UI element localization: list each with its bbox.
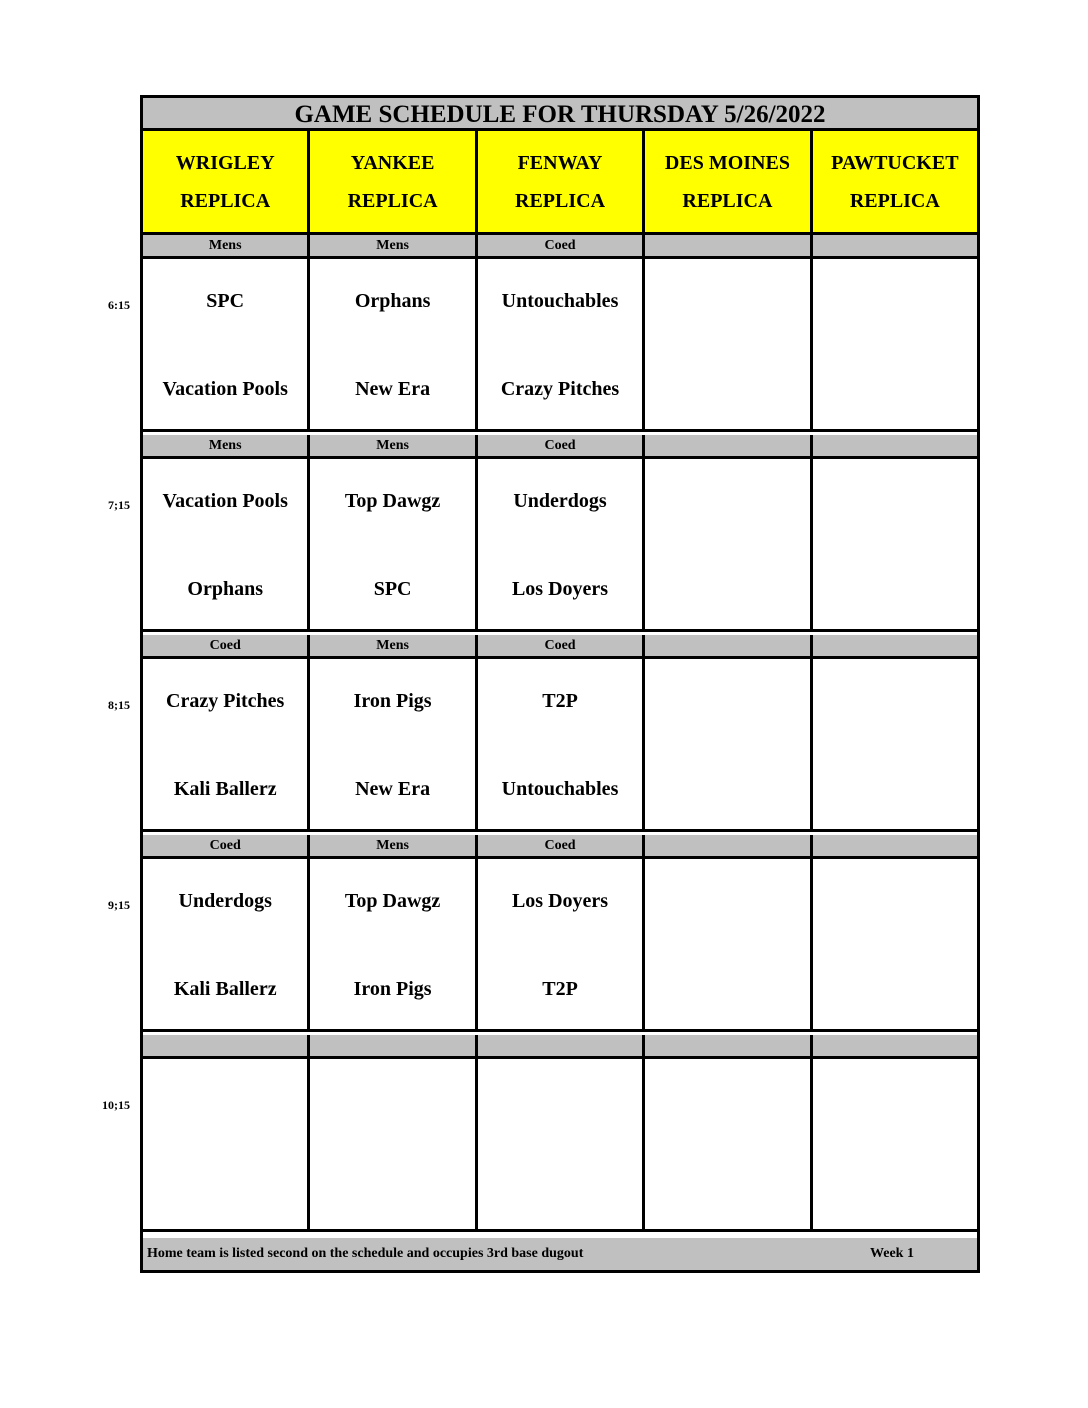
home-team: Los Doyers (511, 578, 609, 600)
division-label: Mens (143, 435, 310, 456)
division-label: Mens (310, 435, 477, 456)
field-subtitle: REPLICA (849, 189, 940, 212)
away-team: Top Dawgz (344, 490, 441, 512)
division-label (813, 235, 977, 256)
division-label (645, 635, 812, 656)
game-row (143, 659, 977, 832)
away-team: Underdogs (513, 490, 607, 512)
time-slot-block (143, 235, 977, 432)
game-cell (645, 659, 812, 829)
game-cell (645, 859, 812, 1029)
division-label: Coed (478, 835, 645, 856)
game-cell (143, 1059, 310, 1229)
field-header-yankee (310, 131, 477, 232)
away-team: Iron Pigs (353, 690, 432, 712)
home-team: T2P (542, 978, 578, 1000)
game-cell (478, 859, 645, 1029)
field-name: FENWAY (517, 151, 603, 174)
time-slot-block (143, 435, 977, 632)
game-cell (645, 459, 812, 629)
game-cell (143, 659, 310, 829)
home-team: Iron Pigs (353, 978, 432, 1000)
game-cell (813, 659, 977, 829)
game-cell (645, 1059, 812, 1229)
division-row (143, 435, 977, 459)
away-team: Orphans (354, 290, 431, 312)
division-label (645, 235, 812, 256)
time-slot-block (143, 1035, 977, 1232)
field-name: WRIGLEY (175, 151, 275, 174)
game-cell (478, 1059, 645, 1229)
game-cell (310, 1059, 477, 1229)
division-label (143, 1035, 310, 1056)
field-name: PAWTUCKET (831, 151, 959, 174)
division-label (478, 1035, 645, 1056)
away-team: Los Doyers (511, 890, 609, 912)
game-cell (143, 259, 310, 429)
game-cell (478, 459, 645, 629)
time-slot-block (143, 635, 977, 832)
division-label: Mens (310, 835, 477, 856)
division-label (813, 635, 977, 656)
division-label: Mens (310, 635, 477, 656)
away-team: SPC (206, 290, 245, 312)
home-team: Crazy Pitches (500, 378, 620, 400)
game-cell (813, 259, 977, 429)
field-header-des-moines (645, 131, 812, 232)
game-cell (478, 659, 645, 829)
home-team: Orphans (187, 578, 263, 600)
page-title: GAME SCHEDULE FOR THURSDAY 5/26/2022 (143, 98, 977, 131)
game-cell (813, 459, 977, 629)
division-label (813, 835, 977, 856)
time-label: 10;15 (102, 1098, 130, 1112)
time-slot-block (143, 835, 977, 1032)
home-team: Kali Ballerz (173, 778, 277, 800)
home-team: New Era (355, 378, 431, 400)
home-team: New Era (355, 778, 431, 800)
game-cell (143, 459, 310, 629)
away-team: Vacation Pools (162, 490, 288, 512)
week-label: Week 1 (870, 1246, 914, 1261)
game-row (143, 459, 977, 632)
game-row (143, 1059, 977, 1232)
division-label: Coed (478, 635, 645, 656)
time-label: 9;15 (108, 898, 130, 912)
time-label: 6:15 (108, 298, 130, 312)
home-team: Kali Ballerz (173, 978, 277, 1000)
field-subtitle: REPLICA (515, 189, 606, 212)
division-label (645, 435, 812, 456)
game-row (143, 859, 977, 1032)
home-team: SPC (373, 578, 412, 600)
division-row (143, 635, 977, 659)
home-team: Vacation Pools (162, 378, 288, 400)
time-label: 8;15 (108, 698, 130, 712)
division-label (645, 1035, 812, 1056)
division-label: Coed (478, 235, 645, 256)
field-name: YANKEE (350, 151, 435, 174)
field-header-pawtucket (813, 131, 977, 232)
game-cell (310, 659, 477, 829)
away-team: Top Dawgz (344, 890, 441, 912)
division-label: Coed (478, 435, 645, 456)
division-label: Coed (143, 835, 310, 856)
division-row (143, 235, 977, 259)
field-name: DES MOINES (664, 151, 790, 174)
game-cell (813, 1059, 977, 1229)
division-label (813, 435, 977, 456)
game-cell (813, 859, 977, 1029)
division-label (813, 1035, 977, 1056)
game-cell (478, 259, 645, 429)
division-label (645, 835, 812, 856)
division-row (143, 1035, 977, 1059)
division-label: Mens (310, 235, 477, 256)
game-row (143, 259, 977, 432)
game-cell (310, 459, 477, 629)
field-subtitle: REPLICA (682, 189, 773, 212)
division-row (143, 835, 977, 859)
division-label: Mens (143, 235, 310, 256)
field-header-wrigley (143, 131, 310, 232)
footer-bar (143, 1238, 977, 1270)
field-header-fenway (478, 131, 645, 232)
time-label: 7;15 (108, 498, 130, 512)
schedule-table (140, 95, 980, 1273)
game-cell (143, 859, 310, 1029)
game-cell (310, 259, 477, 429)
field-subtitle: REPLICA (347, 189, 438, 212)
home-team: Untouchables (501, 778, 619, 800)
game-cell (310, 859, 477, 1029)
away-team: Crazy Pitches (166, 690, 285, 712)
away-team: Underdogs (178, 890, 272, 912)
division-label (310, 1035, 477, 1056)
home-team-note: Home team is listed second on the schedule and occupies 3rd base dugout (147, 1246, 584, 1261)
field-header-row (143, 131, 977, 235)
game-cell (645, 259, 812, 429)
field-subtitle: REPLICA (180, 189, 271, 212)
division-label: Coed (143, 635, 310, 656)
away-team: Untouchables (501, 290, 619, 312)
away-team: T2P (542, 690, 578, 712)
